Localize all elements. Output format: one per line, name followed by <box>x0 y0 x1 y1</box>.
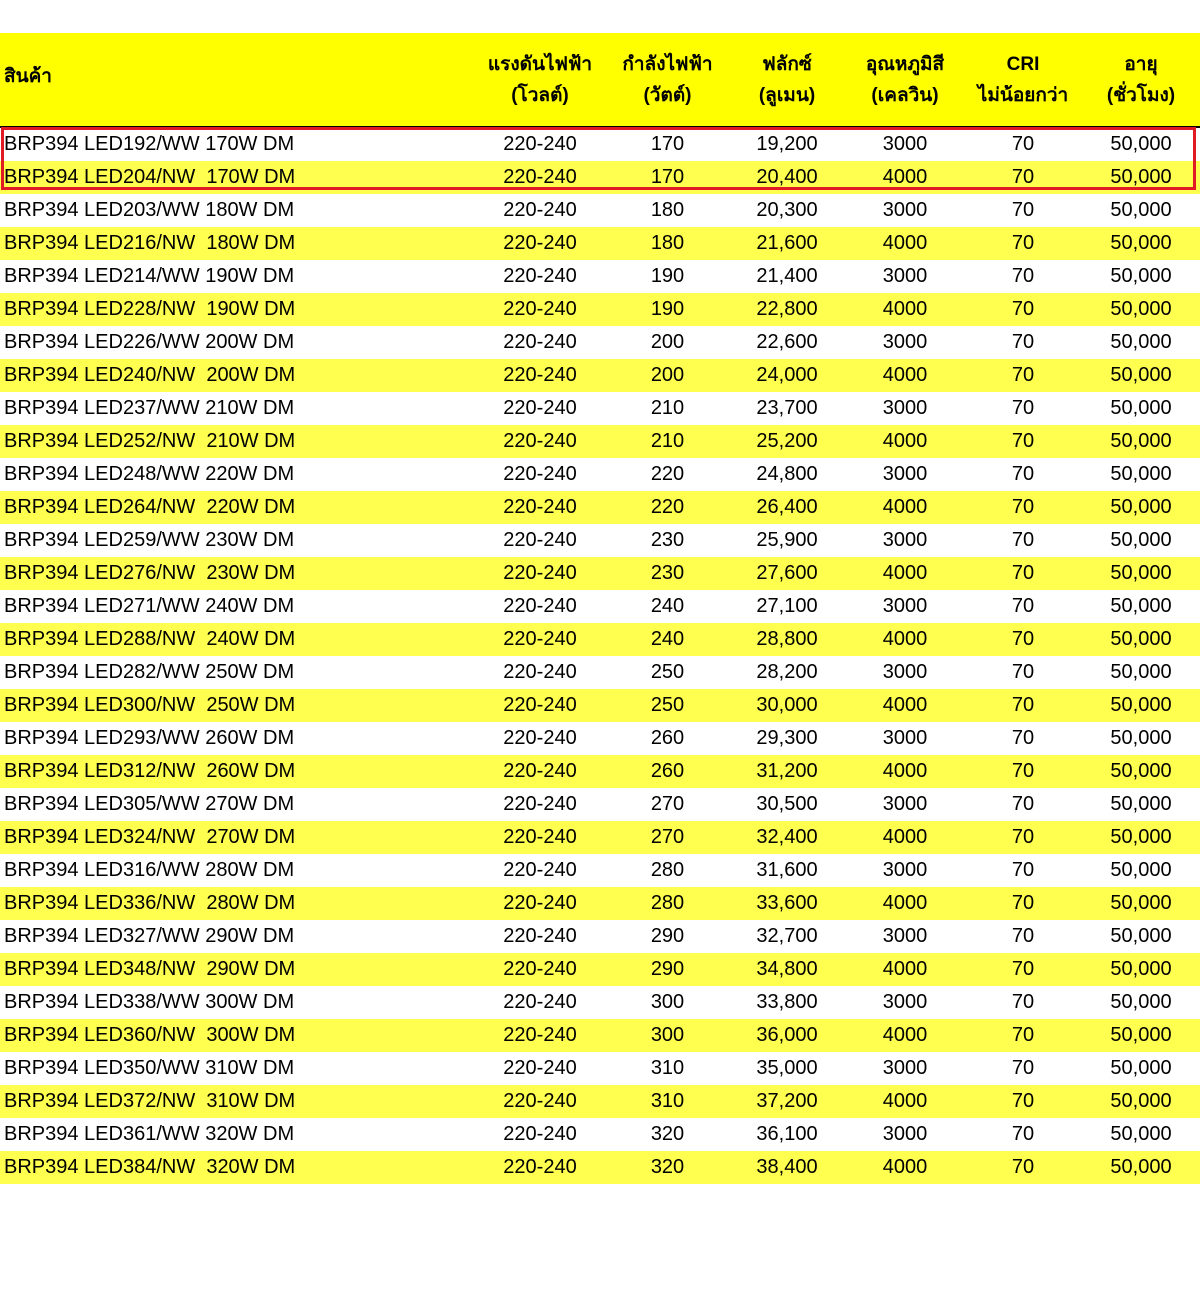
flux-cell: 32,400 <box>756 826 818 848</box>
product-cell: BRP394 LED276/NW 230W DM <box>4 562 296 584</box>
table-body <box>0 128 1200 1184</box>
table-row <box>0 788 1200 821</box>
product-cell: BRP394 LED348/NW 290W DM <box>4 958 296 980</box>
lifetime-cell: 50,000 <box>1110 463 1172 485</box>
voltage-cell: 220-240 <box>503 727 577 749</box>
cri-cell: 70 <box>1011 958 1035 980</box>
table-row <box>0 128 1200 161</box>
lifetime-cell: 50,000 <box>1110 529 1172 551</box>
flux-cell: 33,600 <box>756 892 818 914</box>
product-cell: BRP394 LED214/WW 190W DM <box>4 265 295 287</box>
flux-cell: 21,600 <box>756 232 818 254</box>
lifetime-cell: 50,000 <box>1110 562 1172 584</box>
table-row <box>0 1151 1200 1184</box>
lifetime-cell: 50,000 <box>1110 925 1172 947</box>
color-temp-cell: 3000 <box>882 265 928 287</box>
color-temp-cell: 4000 <box>882 958 928 980</box>
table-row <box>0 821 1200 854</box>
lifetime-cell: 50,000 <box>1110 397 1172 419</box>
color-temp-cell: 3000 <box>882 595 928 617</box>
product-cell: BRP394 LED264/NW 220W DM <box>4 496 296 518</box>
voltage-cell: 220-240 <box>503 496 577 518</box>
cri-cell: 70 <box>1011 628 1035 650</box>
power-cell: 210 <box>650 430 685 452</box>
lifetime-cell: 50,000 <box>1110 364 1172 386</box>
color-temp-cell: 3000 <box>882 991 928 1013</box>
flux-cell: 22,600 <box>756 331 818 353</box>
cri-cell: 70 <box>1011 199 1035 221</box>
cri-cell: 70 <box>1011 661 1035 683</box>
header-flux: ฟลักซ์ (ลูเมน) <box>758 53 816 106</box>
color-temp-cell: 3000 <box>882 529 928 551</box>
cri-cell: 70 <box>1011 496 1035 518</box>
product-cell: BRP394 LED271/WW 240W DM <box>4 595 295 617</box>
flux-cell: 29,300 <box>756 727 818 749</box>
power-cell: 200 <box>650 364 685 386</box>
voltage-cell: 220-240 <box>503 562 577 584</box>
color-temp-cell: 3000 <box>882 793 928 815</box>
color-temp-cell: 4000 <box>882 1090 928 1112</box>
power-cell: 260 <box>650 727 685 749</box>
flux-cell: 22,800 <box>756 298 818 320</box>
color-temp-cell: 3000 <box>882 199 928 221</box>
flux-cell: 37,200 <box>756 1090 818 1112</box>
voltage-cell: 220-240 <box>503 1090 577 1112</box>
cri-cell: 70 <box>1011 166 1035 188</box>
flux-cell: 25,200 <box>756 430 818 452</box>
power-cell: 280 <box>650 859 685 881</box>
color-temp-cell: 3000 <box>882 1123 928 1145</box>
lifetime-cell: 50,000 <box>1110 265 1172 287</box>
flux-cell: 20,300 <box>756 199 818 221</box>
voltage-cell: 220-240 <box>503 430 577 452</box>
color-temp-cell: 4000 <box>882 694 928 716</box>
lifetime-cell: 50,000 <box>1110 1024 1172 1046</box>
color-temp-cell: 3000 <box>882 661 928 683</box>
lifetime-cell: 50,000 <box>1110 1123 1172 1145</box>
color-temp-cell: 4000 <box>882 1156 928 1178</box>
product-cell: BRP394 LED372/NW 310W DM <box>4 1090 296 1112</box>
lifetime-cell: 50,000 <box>1110 430 1172 452</box>
voltage-cell: 220-240 <box>503 529 577 551</box>
voltage-cell: 220-240 <box>503 1123 577 1145</box>
voltage-cell: 220-240 <box>503 595 577 617</box>
color-temp-cell: 3000 <box>882 859 928 881</box>
flux-cell: 35,000 <box>756 1057 818 1079</box>
cri-cell: 70 <box>1011 1024 1035 1046</box>
voltage-cell: 220-240 <box>503 397 577 419</box>
header-power: กำลังไฟฟ้า (วัตต์) <box>622 53 713 106</box>
voltage-cell: 220-240 <box>503 760 577 782</box>
flux-cell: 24,000 <box>756 364 818 386</box>
product-cell: BRP394 LED288/NW 240W DM <box>4 628 296 650</box>
voltage-cell: 220-240 <box>503 1024 577 1046</box>
lifetime-cell: 50,000 <box>1110 958 1172 980</box>
voltage-cell: 220-240 <box>503 364 577 386</box>
power-cell: 290 <box>650 925 685 947</box>
product-cell: BRP394 LED312/NW 260W DM <box>4 760 296 782</box>
color-temp-cell: 4000 <box>882 760 928 782</box>
lifetime-cell: 50,000 <box>1110 661 1172 683</box>
lifetime-cell: 50,000 <box>1110 199 1172 221</box>
product-cell: BRP394 LED237/WW 210W DM <box>4 397 295 419</box>
flux-cell: 26,400 <box>756 496 818 518</box>
color-temp-cell: 3000 <box>882 463 928 485</box>
flux-cell: 27,600 <box>756 562 818 584</box>
table-row <box>0 1085 1200 1118</box>
power-cell: 170 <box>650 133 685 155</box>
product-cell: BRP394 LED316/WW 280W DM <box>4 859 295 881</box>
color-temp-cell: 3000 <box>882 133 928 155</box>
cri-cell: 70 <box>1011 793 1035 815</box>
voltage-cell: 220-240 <box>503 166 577 188</box>
voltage-cell: 220-240 <box>503 133 577 155</box>
voltage-cell: 220-240 <box>503 793 577 815</box>
lifetime-cell: 50,000 <box>1110 496 1172 518</box>
product-cell: BRP394 LED204/NW 170W DM <box>4 166 296 188</box>
product-cell: BRP394 LED248/WW 220W DM <box>4 463 295 485</box>
product-cell: BRP394 LED203/WW 180W DM <box>4 199 295 221</box>
cri-cell: 70 <box>1011 1057 1035 1079</box>
power-cell: 260 <box>650 760 685 782</box>
product-cell: BRP394 LED240/NW 200W DM <box>4 364 296 386</box>
lifetime-cell: 50,000 <box>1110 760 1172 782</box>
product-cell: BRP394 LED336/NW 280W DM <box>4 892 296 914</box>
cri-cell: 70 <box>1011 562 1035 584</box>
flux-cell: 23,700 <box>756 397 818 419</box>
cri-cell: 70 <box>1011 1123 1035 1145</box>
power-cell: 320 <box>650 1156 685 1178</box>
cri-cell: 70 <box>1011 727 1035 749</box>
table-row <box>0 194 1200 227</box>
lifetime-cell: 50,000 <box>1110 133 1172 155</box>
product-cell: BRP394 LED300/NW 250W DM <box>4 694 296 716</box>
table-row <box>0 392 1200 425</box>
cri-cell: 70 <box>1011 331 1035 353</box>
color-temp-cell: 4000 <box>882 430 928 452</box>
product-cell: BRP394 LED282/WW 250W DM <box>4 661 295 683</box>
lifetime-cell: 50,000 <box>1110 694 1172 716</box>
color-temp-cell: 3000 <box>882 727 928 749</box>
lifetime-cell: 50,000 <box>1110 166 1172 188</box>
flux-cell: 32,700 <box>756 925 818 947</box>
flux-cell: 38,400 <box>756 1156 818 1178</box>
power-cell: 200 <box>650 331 685 353</box>
voltage-cell: 220-240 <box>503 925 577 947</box>
color-temp-cell: 4000 <box>882 628 928 650</box>
table-row <box>0 1019 1200 1052</box>
table-row <box>0 1052 1200 1085</box>
table-row <box>0 887 1200 920</box>
lifetime-cell: 50,000 <box>1110 1057 1172 1079</box>
color-temp-cell: 4000 <box>882 166 928 188</box>
product-cell: BRP394 LED384/NW 320W DM <box>4 1156 296 1178</box>
voltage-cell: 220-240 <box>503 199 577 221</box>
voltage-cell: 220-240 <box>503 892 577 914</box>
cri-cell: 70 <box>1011 859 1035 881</box>
table-row <box>0 623 1200 656</box>
color-temp-cell: 3000 <box>882 925 928 947</box>
voltage-cell: 220-240 <box>503 859 577 881</box>
voltage-cell: 220-240 <box>503 628 577 650</box>
power-cell: 240 <box>650 595 685 617</box>
product-cell: BRP394 LED361/WW 320W DM <box>4 1123 295 1145</box>
lifetime-cell: 50,000 <box>1110 826 1172 848</box>
cri-cell: 70 <box>1011 529 1035 551</box>
power-cell: 230 <box>650 562 685 584</box>
power-cell: 230 <box>650 529 685 551</box>
color-temp-cell: 4000 <box>882 496 928 518</box>
table-row <box>0 491 1200 524</box>
power-cell: 290 <box>650 958 685 980</box>
lifetime-cell: 50,000 <box>1110 892 1172 914</box>
voltage-cell: 220-240 <box>503 694 577 716</box>
table-row <box>0 689 1200 722</box>
power-cell: 320 <box>650 1123 685 1145</box>
color-temp-cell: 4000 <box>882 364 928 386</box>
power-cell: 310 <box>650 1090 685 1112</box>
cri-cell: 70 <box>1011 265 1035 287</box>
power-cell: 250 <box>650 694 685 716</box>
flux-cell: 21,400 <box>756 265 818 287</box>
spreadsheet-table <box>0 33 1200 1184</box>
product-cell: BRP394 LED360/NW 300W DM <box>4 1024 296 1046</box>
product-cell: BRP394 LED226/WW 200W DM <box>4 331 295 353</box>
table-row <box>0 557 1200 590</box>
product-cell: BRP394 LED305/WW 270W DM <box>4 793 295 815</box>
table-row <box>0 755 1200 788</box>
table-row <box>0 458 1200 491</box>
product-cell: BRP394 LED216/NW 180W DM <box>4 232 296 254</box>
voltage-cell: 220-240 <box>503 826 577 848</box>
product-cell: BRP394 LED259/WW 230W DM <box>4 529 295 551</box>
cri-cell: 70 <box>1011 826 1035 848</box>
table-row <box>0 326 1200 359</box>
flux-cell: 30,500 <box>756 793 818 815</box>
flux-cell: 34,800 <box>756 958 818 980</box>
voltage-cell: 220-240 <box>503 232 577 254</box>
product-cell: BRP394 LED293/WW 260W DM <box>4 727 295 749</box>
cri-cell: 70 <box>1011 760 1035 782</box>
cri-cell: 70 <box>1011 1156 1035 1178</box>
power-cell: 300 <box>650 1024 685 1046</box>
power-cell: 180 <box>650 199 685 221</box>
power-cell: 220 <box>650 496 685 518</box>
product-cell: BRP394 LED192/WW 170W DM <box>4 133 295 155</box>
product-cell: BRP394 LED228/NW 190W DM <box>4 298 296 320</box>
header-cri: CRI ไม่น้อยกว่า <box>977 53 1069 106</box>
lifetime-cell: 50,000 <box>1110 793 1172 815</box>
power-cell: 240 <box>650 628 685 650</box>
cri-cell: 70 <box>1011 463 1035 485</box>
lifetime-cell: 50,000 <box>1110 595 1172 617</box>
power-cell: 220 <box>650 463 685 485</box>
power-cell: 190 <box>650 265 685 287</box>
table-row <box>0 260 1200 293</box>
cri-cell: 70 <box>1011 694 1035 716</box>
product-cell: BRP394 LED350/WW 310W DM <box>4 1057 295 1079</box>
lifetime-cell: 50,000 <box>1110 298 1172 320</box>
color-temp-cell: 3000 <box>882 1057 928 1079</box>
voltage-cell: 220-240 <box>503 463 577 485</box>
color-temp-cell: 4000 <box>882 892 928 914</box>
color-temp-cell: 4000 <box>882 826 928 848</box>
voltage-cell: 220-240 <box>503 298 577 320</box>
lifetime-cell: 50,000 <box>1110 859 1172 881</box>
table-row <box>0 656 1200 689</box>
cri-cell: 70 <box>1011 397 1035 419</box>
power-cell: 270 <box>650 793 685 815</box>
lifetime-cell: 50,000 <box>1110 331 1172 353</box>
lifetime-cell: 50,000 <box>1110 991 1172 1013</box>
flux-cell: 30,000 <box>756 694 818 716</box>
table-row <box>0 293 1200 326</box>
product-cell: BRP394 LED338/WW 300W DM <box>4 991 295 1013</box>
lifetime-cell: 50,000 <box>1110 628 1172 650</box>
flux-cell: 24,800 <box>756 463 818 485</box>
flux-cell: 31,600 <box>756 859 818 881</box>
header-voltage: แรงดันไฟฟ้า (โวลต์) <box>487 53 593 106</box>
power-cell: 250 <box>650 661 685 683</box>
table-row <box>0 854 1200 887</box>
table-row <box>0 161 1200 194</box>
flux-cell: 25,900 <box>756 529 818 551</box>
cri-cell: 70 <box>1011 991 1035 1013</box>
cri-cell: 70 <box>1011 1090 1035 1112</box>
voltage-cell: 220-240 <box>503 958 577 980</box>
power-cell: 270 <box>650 826 685 848</box>
flux-cell: 36,000 <box>756 1024 818 1046</box>
power-cell: 280 <box>650 892 685 914</box>
table-row <box>0 359 1200 392</box>
flux-cell: 31,200 <box>756 760 818 782</box>
lifetime-cell: 50,000 <box>1110 727 1172 749</box>
flux-cell: 27,100 <box>756 595 818 617</box>
cri-cell: 70 <box>1011 430 1035 452</box>
cri-cell: 70 <box>1011 595 1035 617</box>
table-row <box>0 953 1200 986</box>
voltage-cell: 220-240 <box>503 265 577 287</box>
flux-cell: 28,200 <box>756 661 818 683</box>
table-row <box>0 986 1200 1019</box>
cri-cell: 70 <box>1011 892 1035 914</box>
lifetime-cell: 50,000 <box>1110 1090 1172 1112</box>
lifetime-cell: 50,000 <box>1110 1156 1172 1178</box>
flux-cell: 36,100 <box>756 1123 818 1145</box>
table-row <box>0 227 1200 260</box>
table-row <box>0 590 1200 623</box>
voltage-cell: 220-240 <box>503 1057 577 1079</box>
flux-cell: 19,200 <box>756 133 818 155</box>
table-row <box>0 1118 1200 1151</box>
power-cell: 210 <box>650 397 685 419</box>
header-lifetime: อายุ (ชั่วโมง) <box>1106 53 1176 106</box>
flux-cell: 33,800 <box>756 991 818 1013</box>
power-cell: 310 <box>650 1057 685 1079</box>
table-row <box>0 524 1200 557</box>
power-cell: 170 <box>650 166 685 188</box>
power-cell: 180 <box>650 232 685 254</box>
color-temp-cell: 4000 <box>882 232 928 254</box>
power-cell: 300 <box>650 991 685 1013</box>
voltage-cell: 220-240 <box>503 331 577 353</box>
header-color-temp: อุณหภูมิสี (เคลวิน) <box>865 53 945 106</box>
color-temp-cell: 4000 <box>882 562 928 584</box>
cri-cell: 70 <box>1011 133 1035 155</box>
cri-cell: 70 <box>1011 298 1035 320</box>
header-product: สินค้า <box>4 66 52 87</box>
voltage-cell: 220-240 <box>503 991 577 1013</box>
cri-cell: 70 <box>1011 232 1035 254</box>
color-temp-cell: 4000 <box>882 1024 928 1046</box>
lifetime-cell: 50,000 <box>1110 232 1172 254</box>
product-cell: BRP394 LED252/NW 210W DM <box>4 430 296 452</box>
cri-cell: 70 <box>1011 364 1035 386</box>
color-temp-cell: 3000 <box>882 397 928 419</box>
table-row <box>0 722 1200 755</box>
table-header <box>0 33 1200 128</box>
voltage-cell: 220-240 <box>503 1156 577 1178</box>
cri-cell: 70 <box>1011 925 1035 947</box>
table-row <box>0 920 1200 953</box>
power-cell: 190 <box>650 298 685 320</box>
product-cell: BRP394 LED327/WW 290W DM <box>4 925 295 947</box>
voltage-cell: 220-240 <box>503 661 577 683</box>
flux-cell: 28,800 <box>756 628 818 650</box>
color-temp-cell: 4000 <box>882 298 928 320</box>
product-cell: BRP394 LED324/NW 270W DM <box>4 826 296 848</box>
table-row <box>0 425 1200 458</box>
flux-cell: 20,400 <box>756 166 818 188</box>
color-temp-cell: 3000 <box>882 331 928 353</box>
